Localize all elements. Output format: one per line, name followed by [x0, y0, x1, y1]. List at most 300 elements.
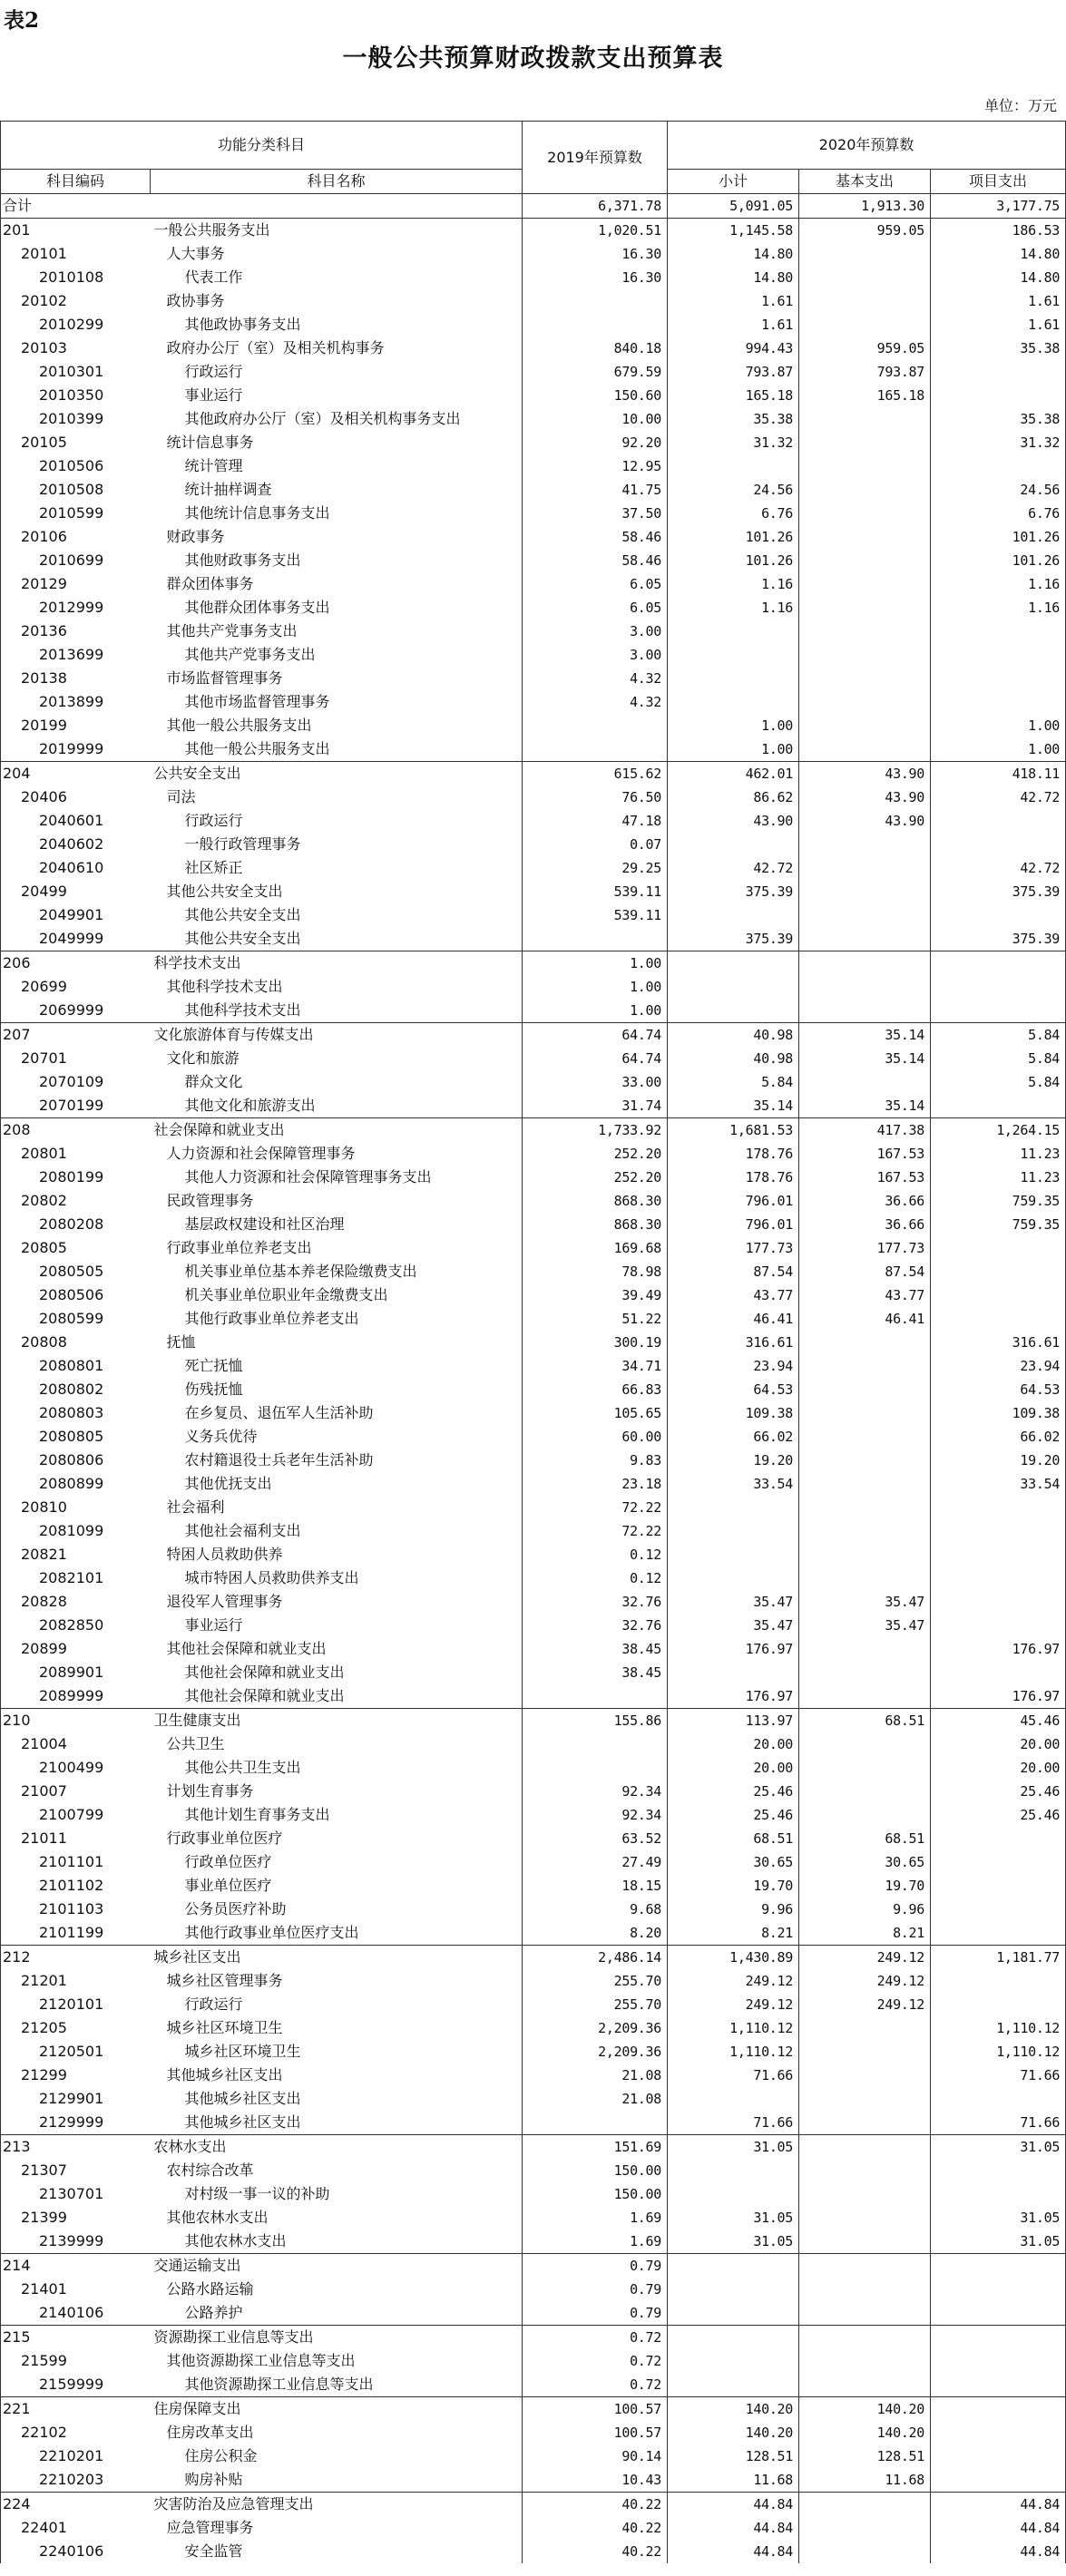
prev-year-cell: 1.69	[523, 2206, 668, 2230]
name-cell: 人力资源和社会保障管理事务	[151, 1142, 523, 1166]
name-cell: 其他政府办公厅（室）及相关机构事务支出	[151, 407, 523, 431]
code-cell: 20101	[1, 242, 151, 266]
prev-year-cell: 72.22	[523, 1519, 668, 1543]
table-row	[1, 880, 1066, 903]
subtotal-cell: 109.38	[668, 1401, 799, 1425]
subtotal-cell	[668, 1566, 799, 1590]
subtotal-cell: 1.16	[668, 572, 799, 596]
code-cell: 2012999	[1, 596, 151, 620]
subtotal-cell: 1,110.12	[668, 2040, 799, 2064]
subtotal-cell: 19.70	[668, 1874, 799, 1898]
project-cell	[931, 1566, 1066, 1590]
name-cell: 其他人力资源和社会保障管理事务支出	[151, 1166, 523, 1189]
name-cell: 农林水支出	[151, 2135, 523, 2160]
code-cell: 2013699	[1, 643, 151, 667]
prev-year-cell: 169.68	[523, 1236, 668, 1260]
subtotal-cell: 316.61	[668, 1331, 799, 1354]
basic-cell	[799, 2182, 931, 2206]
table-row	[1, 762, 1066, 786]
subtotal-cell: 71.66	[668, 2111, 799, 2135]
code-cell: 合计	[1, 194, 151, 219]
code-cell: 20406	[1, 785, 151, 809]
basic-cell	[799, 2516, 931, 2540]
table-row	[1, 1354, 1066, 1378]
project-cell: 20.00	[931, 1732, 1066, 1756]
basic-cell	[799, 431, 931, 454]
name-header: 科目名称	[151, 170, 523, 194]
table-row	[1, 289, 1066, 313]
code-cell: 20810	[1, 1496, 151, 1519]
code-cell: 20821	[1, 1543, 151, 1566]
code-cell: 2070199	[1, 1094, 151, 1118]
name-cell: 社会保障和就业支出	[151, 1118, 523, 1143]
code-cell: 2130701	[1, 2182, 151, 2206]
name-cell: 代表工作	[151, 266, 523, 289]
subtotal-cell: 40.98	[668, 1047, 799, 1070]
project-cell	[931, 454, 1066, 478]
prev-year-cell: 90.14	[523, 2444, 668, 2468]
project-cell	[931, 1543, 1066, 1566]
name-cell: 群众文化	[151, 1070, 523, 1094]
name-cell: 交通运输支出	[151, 2254, 523, 2278]
basic-cell	[799, 2230, 931, 2254]
code-cell: 2210201	[1, 2444, 151, 2468]
table-row	[1, 1094, 1066, 1118]
prev-year-cell: 34.71	[523, 1354, 668, 1378]
project-cell: 1.16	[931, 572, 1066, 596]
project-cell	[931, 2182, 1066, 2206]
table-row	[1, 1684, 1066, 1709]
subtotal-cell: 1,145.58	[668, 219, 799, 243]
subtotal-cell: 128.51	[668, 2444, 799, 2468]
prev-year-cell: 38.45	[523, 1637, 668, 1661]
name-cell: 行政事业单位医疗	[151, 1827, 523, 1850]
table-row	[1, 572, 1066, 596]
name-cell: 安全监管	[151, 2540, 523, 2563]
prev-year-cell: 6,371.78	[523, 194, 668, 219]
basic-cell	[799, 549, 931, 572]
table-row	[1, 2064, 1066, 2087]
table-row	[1, 407, 1066, 431]
basic-cell	[799, 1566, 931, 1590]
project-cell	[931, 643, 1066, 667]
basic-cell	[799, 1425, 931, 1449]
subtotal-cell: 25.46	[668, 1803, 799, 1827]
project-cell	[931, 1519, 1066, 1543]
basic-cell	[799, 880, 931, 903]
code-cell: 2120501	[1, 2040, 151, 2064]
code-cell: 21201	[1, 1969, 151, 1993]
functional-category-header: 功能分类科目	[1, 122, 523, 170]
project-cell	[931, 1661, 1066, 1684]
table-row	[1, 620, 1066, 643]
basic-cell	[799, 2206, 931, 2230]
name-cell: 统计信息事务	[151, 431, 523, 454]
basic-cell: 417.38	[799, 1118, 931, 1143]
subtotal-cell	[668, 2373, 799, 2397]
code-cell: 2100499	[1, 1756, 151, 1780]
project-cell	[931, 1307, 1066, 1331]
prev-year-cell: 300.19	[523, 1331, 668, 1354]
table-row	[1, 1047, 1066, 1070]
prev-year-cell: 21.08	[523, 2064, 668, 2087]
name-cell: 其他科学技术支出	[151, 999, 523, 1023]
name-cell: 财政事务	[151, 525, 523, 549]
prev-year-cell: 868.30	[523, 1189, 668, 1213]
basic-cell	[799, 999, 931, 1023]
subtotal-cell: 176.97	[668, 1684, 799, 1709]
prev-year-cell: 150.60	[523, 384, 668, 407]
table-row	[1, 313, 1066, 337]
code-cell: 2080199	[1, 1166, 151, 1189]
code-cell: 2010508	[1, 478, 151, 502]
basic-cell	[799, 1661, 931, 1684]
basic-cell: 35.14	[799, 1094, 931, 1118]
basic-cell	[799, 502, 931, 525]
prev-year-cell: 1.00	[523, 999, 668, 1023]
code-cell: 21205	[1, 2016, 151, 2040]
code-cell: 20802	[1, 1189, 151, 1213]
table-row	[1, 1449, 1066, 1472]
table-row	[1, 1331, 1066, 1354]
project-cell: 1,110.12	[931, 2016, 1066, 2040]
prev-year-cell: 58.46	[523, 549, 668, 572]
basic-cell	[799, 714, 931, 737]
subtotal-cell	[668, 667, 799, 690]
project-cell	[931, 2301, 1066, 2326]
table-row	[1, 478, 1066, 502]
basic-cell	[799, 2159, 931, 2182]
prev-year-cell: 100.57	[523, 2397, 668, 2422]
code-cell: 2210203	[1, 2468, 151, 2493]
subtotal-cell	[668, 1496, 799, 1519]
name-cell: 基层政权建设和社区治理	[151, 1213, 523, 1236]
name-cell: 其他群众团体事务支出	[151, 596, 523, 620]
name-cell: 其他资源勘探工业信息等支出	[151, 2349, 523, 2373]
code-cell: 2140106	[1, 2301, 151, 2326]
name-cell: 事业单位医疗	[151, 1874, 523, 1898]
table-row	[1, 1307, 1066, 1331]
project-cell	[931, 1850, 1066, 1874]
name-cell: 政协事务	[151, 289, 523, 313]
prev-year-cell: 92.20	[523, 431, 668, 454]
project-cell	[931, 1827, 1066, 1850]
subtotal-cell: 178.76	[668, 1166, 799, 1189]
basic-cell: 35.14	[799, 1023, 931, 1048]
code-cell: 2240106	[1, 2540, 151, 2563]
basic-cell: 249.12	[799, 1969, 931, 1993]
project-cell: 1.61	[931, 289, 1066, 313]
prev-year-cell: 76.50	[523, 785, 668, 809]
table-row	[1, 1213, 1066, 1236]
project-cell: 44.84	[931, 2540, 1066, 2563]
prev-year-cell: 72.22	[523, 1496, 668, 1519]
subtotal-cell: 1.61	[668, 289, 799, 313]
project-cell: 418.11	[931, 762, 1066, 786]
prev-year-cell: 40.22	[523, 2516, 668, 2540]
code-cell: 2100799	[1, 1803, 151, 1827]
name-cell: 其他公共安全支出	[151, 927, 523, 951]
name-cell: 事业运行	[151, 384, 523, 407]
table-row	[1, 2111, 1066, 2135]
subtotal-cell: 176.97	[668, 1637, 799, 1661]
code-cell: 20129	[1, 572, 151, 596]
prev-year-cell	[523, 313, 668, 337]
name-cell: 城市特困人员救助供养支出	[151, 1566, 523, 1590]
basic-cell: 35.47	[799, 1614, 931, 1637]
project-cell	[931, 1921, 1066, 1946]
code-cell: 210	[1, 1709, 151, 1733]
project-cell	[931, 2468, 1066, 2493]
name-cell: 城乡社区环境卫生	[151, 2016, 523, 2040]
prev-year-cell: 92.34	[523, 1803, 668, 1827]
prev-year-cell: 40.22	[523, 2493, 668, 2517]
prev-year-cell: 6.05	[523, 596, 668, 620]
basic-cell	[799, 1070, 931, 1094]
project-cell: 1,110.12	[931, 2040, 1066, 2064]
table-row	[1, 667, 1066, 690]
project-cell: 33.54	[931, 1472, 1066, 1496]
name-cell: 其他文化和旅游支出	[151, 1094, 523, 1118]
name-cell: 在乡复员、退伍军人生活补助	[151, 1401, 523, 1425]
subtotal-cell: 140.20	[668, 2421, 799, 2444]
basic-cell	[799, 525, 931, 549]
table-row	[1, 999, 1066, 1023]
prev-year-cell: 155.86	[523, 1709, 668, 1733]
subtotal-cell: 44.84	[668, 2493, 799, 2517]
project-cell	[931, 667, 1066, 690]
prev-year-cell: 41.75	[523, 478, 668, 502]
project-cell	[931, 1236, 1066, 1260]
project-cell: 1,264.15	[931, 1118, 1066, 1143]
prev-year-cell: 1.69	[523, 2230, 668, 2254]
basic-cell	[799, 975, 931, 999]
code-cell: 2120101	[1, 1993, 151, 2016]
code-cell: 20199	[1, 714, 151, 737]
name-cell: 资源勘探工业信息等支出	[151, 2326, 523, 2350]
basic-cell	[799, 2301, 931, 2326]
prev-year-cell: 0.12	[523, 1566, 668, 1590]
basic-cell: 249.12	[799, 1946, 931, 1970]
code-cell: 221	[1, 2397, 151, 2422]
table-row	[1, 1637, 1066, 1661]
subtotal-cell: 31.32	[668, 431, 799, 454]
subtotal-cell: 25.46	[668, 1780, 799, 1803]
code-cell: 212	[1, 1946, 151, 1970]
name-cell: 事业运行	[151, 1614, 523, 1637]
code-cell: 2080899	[1, 1472, 151, 1496]
name-cell: 退役军人管理事务	[151, 1590, 523, 1614]
project-cell: 176.97	[931, 1637, 1066, 1661]
basic-cell	[799, 1732, 931, 1756]
table-row	[1, 1425, 1066, 1449]
code-cell: 20899	[1, 1637, 151, 1661]
project-cell	[931, 975, 1066, 999]
table-row	[1, 384, 1066, 407]
code-cell: 2010699	[1, 549, 151, 572]
table-row	[1, 903, 1066, 927]
prev-year-cell: 151.69	[523, 2135, 668, 2160]
subtotal-cell	[668, 999, 799, 1023]
document-title: 一般公共预算财政拨款支出预算表	[342, 44, 724, 73]
code-cell: 22401	[1, 2516, 151, 2540]
project-cell	[931, 2326, 1066, 2350]
name-cell: 其他农林水支出	[151, 2206, 523, 2230]
prev-year-cell: 1.00	[523, 975, 668, 999]
name-cell: 其他农林水支出	[151, 2230, 523, 2254]
name-cell: 特困人员救助供养	[151, 1543, 523, 1566]
code-cell: 2040602	[1, 833, 151, 856]
code-cell: 20102	[1, 289, 151, 313]
name-cell: 其他城乡社区支出	[151, 2111, 523, 2135]
subtotal-cell: 113.97	[668, 1709, 799, 1733]
name-cell: 行政事业单位养老支出	[151, 1236, 523, 1260]
basic-cell	[799, 1378, 931, 1401]
subtotal-cell: 24.56	[668, 478, 799, 502]
project-cell: 44.84	[931, 2493, 1066, 2517]
project-cell	[931, 1993, 1066, 2016]
prev-year-cell: 18.15	[523, 1874, 668, 1898]
code-cell: 204	[1, 762, 151, 786]
code-cell: 21007	[1, 1780, 151, 1803]
project-cell: 42.72	[931, 856, 1066, 880]
code-cell: 2049999	[1, 927, 151, 951]
prev-year-cell: 63.52	[523, 1827, 668, 1850]
prev-year-cell: 4.32	[523, 690, 668, 714]
basic-cell	[799, 407, 931, 431]
code-cell: 2010299	[1, 313, 151, 337]
project-cell: 176.97	[931, 1684, 1066, 1709]
subtotal-cell: 20.00	[668, 1756, 799, 1780]
prev-year-cell: 868.30	[523, 1213, 668, 1236]
basic-cell	[799, 266, 931, 289]
basic-header: 基本支出	[799, 170, 931, 194]
basic-cell	[799, 2016, 931, 2040]
basic-cell	[799, 2135, 931, 2160]
name-cell: 伤残抚恤	[151, 1378, 523, 1401]
subtotal-cell: 177.73	[668, 1236, 799, 1260]
project-cell: 35.38	[931, 407, 1066, 431]
code-cell: 2101101	[1, 1850, 151, 1874]
prev-year-cell: 105.65	[523, 1401, 668, 1425]
code-cell: 2019999	[1, 737, 151, 762]
project-cell	[931, 360, 1066, 384]
subtotal-cell	[668, 454, 799, 478]
table-row	[1, 242, 1066, 266]
prev-year-cell: 539.11	[523, 903, 668, 927]
subtotal-cell	[668, 2254, 799, 2278]
prev-year-cell	[523, 289, 668, 313]
project-cell: 19.20	[931, 1449, 1066, 1472]
basic-cell	[799, 2326, 931, 2350]
name-cell: 其他统计信息事务支出	[151, 502, 523, 525]
table-row	[1, 643, 1066, 667]
prev-year-cell: 29.25	[523, 856, 668, 880]
project-cell	[931, 2349, 1066, 2373]
prev-year-cell: 39.49	[523, 1283, 668, 1307]
name-cell: 行政单位医疗	[151, 1850, 523, 1874]
project-cell	[931, 1496, 1066, 1519]
table-row	[1, 1732, 1066, 1756]
code-cell: 2069999	[1, 999, 151, 1023]
prev-year-cell: 150.00	[523, 2182, 668, 2206]
basic-cell: 167.53	[799, 1166, 931, 1189]
subtotal-cell	[668, 643, 799, 667]
project-cell: 71.66	[931, 2111, 1066, 2135]
basic-cell	[799, 1756, 931, 1780]
table-row	[1, 2254, 1066, 2278]
prev-year-cell: 12.95	[523, 454, 668, 478]
prev-year-cell: 78.98	[523, 1260, 668, 1283]
table-row	[1, 1283, 1066, 1307]
prev-year-cell: 615.62	[523, 762, 668, 786]
name-cell: 机关事业单位职业年金缴费支出	[151, 1283, 523, 1307]
table-row	[1, 1472, 1066, 1496]
subtotal-cell: 101.26	[668, 549, 799, 572]
basic-cell	[799, 690, 931, 714]
project-cell: 5.84	[931, 1047, 1066, 1070]
subtotal-cell	[668, 833, 799, 856]
subtotal-cell: 9.96	[668, 1898, 799, 1921]
basic-cell	[799, 856, 931, 880]
name-cell: 其他城乡社区支出	[151, 2087, 523, 2111]
prev-year-cell	[523, 1732, 668, 1756]
subtotal-cell: 33.54	[668, 1472, 799, 1496]
table-label: 表2	[4, 8, 40, 33]
code-cell: 215	[1, 2326, 151, 2350]
code-cell: 2080506	[1, 1283, 151, 1307]
project-cell	[931, 999, 1066, 1023]
project-cell	[931, 1094, 1066, 1118]
name-cell: 计划生育事务	[151, 1780, 523, 1803]
subtotal-cell: 68.51	[668, 1827, 799, 1850]
code-cell: 2010506	[1, 454, 151, 478]
prev-year-cell: 1.00	[523, 951, 668, 976]
name-cell: 应急管理事务	[151, 2516, 523, 2540]
subtotal-cell: 35.47	[668, 1590, 799, 1614]
subtotal-cell: 165.18	[668, 384, 799, 407]
table-row	[1, 1566, 1066, 1590]
code-cell: 2070109	[1, 1070, 151, 1094]
basic-cell	[799, 242, 931, 266]
table-row	[1, 525, 1066, 549]
basic-cell: 87.54	[799, 1260, 931, 1283]
prev-year-cell: 0.79	[523, 2301, 668, 2326]
subtotal-cell	[668, 2087, 799, 2111]
basic-cell	[799, 1637, 931, 1661]
subtotal-cell: 5.84	[668, 1070, 799, 1094]
subtotal-cell: 35.38	[668, 407, 799, 431]
basic-cell	[799, 1803, 931, 1827]
subtotal-header: 小计	[668, 170, 799, 194]
project-cell: 101.26	[931, 549, 1066, 572]
subtotal-cell: 23.94	[668, 1354, 799, 1378]
code-cell: 2040610	[1, 856, 151, 880]
basic-cell	[799, 620, 931, 643]
name-cell: 公共安全支出	[151, 762, 523, 786]
project-cell: 31.05	[931, 2230, 1066, 2254]
prev-year-cell: 1,020.51	[523, 219, 668, 243]
prev-year-cell: 16.30	[523, 242, 668, 266]
code-cell: 20808	[1, 1331, 151, 1354]
code-cell: 2080801	[1, 1354, 151, 1378]
table-row	[1, 856, 1066, 880]
project-cell: 6.76	[931, 502, 1066, 525]
basic-cell	[799, 2087, 931, 2111]
name-cell: 其他财政事务支出	[151, 549, 523, 572]
code-cell: 2080505	[1, 1260, 151, 1283]
basic-cell	[799, 1496, 931, 1519]
